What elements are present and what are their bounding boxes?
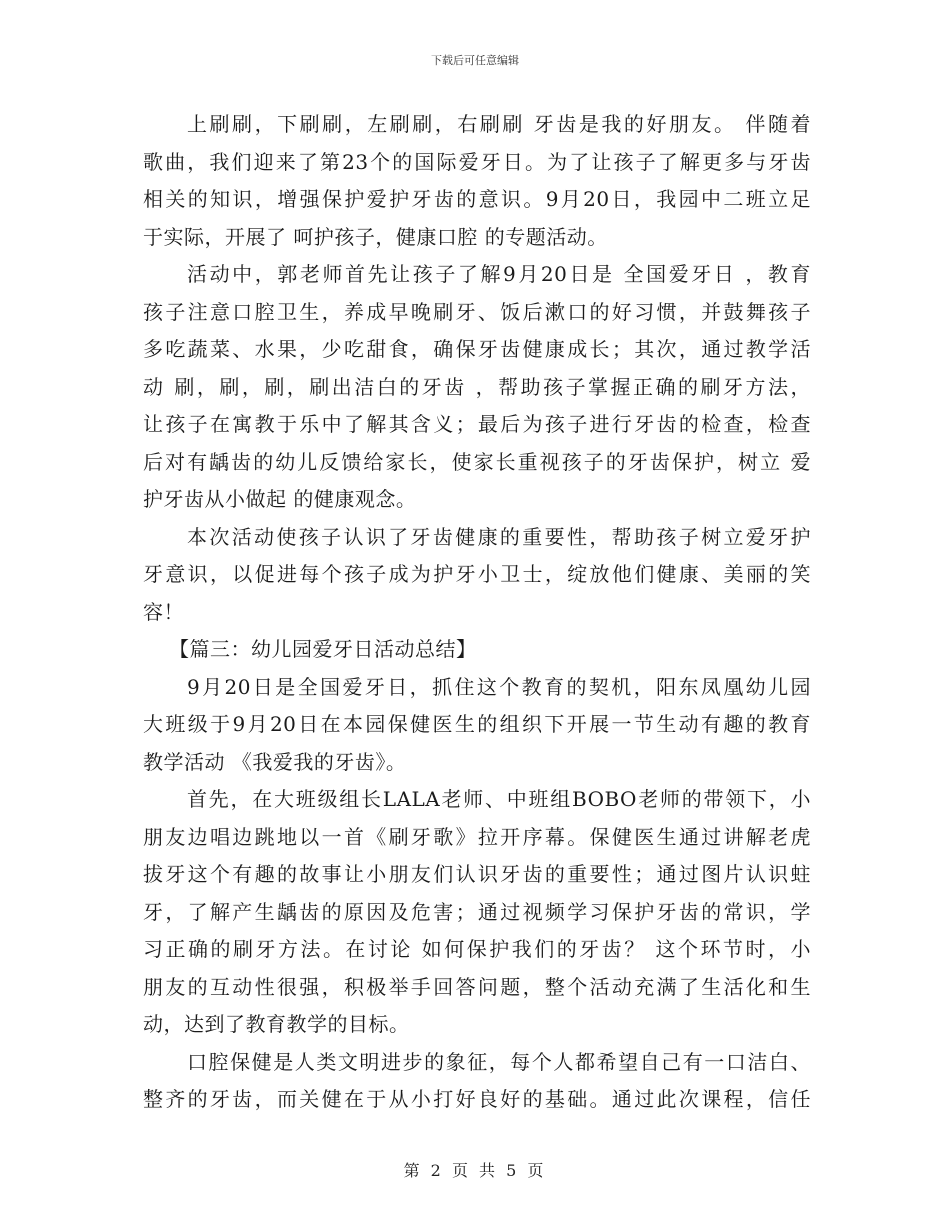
text-line: 动，达到了教育教学的目标。 xyxy=(143,1012,410,1036)
text-line: 本次活动使孩子认识了牙齿健康的重要性，帮助孩子树立爱牙护 xyxy=(187,524,811,549)
document-body xyxy=(143,106,811,1119)
text-line: 上刷刷，下刷刷，左刷刷，右刷刷 牙齿是我的好朋友。 伴随着 xyxy=(187,112,811,136)
text-line: 首先，在大班级组长LALA老师、中班组BOBO老师的带领下，小 xyxy=(187,787,811,811)
text-line: 教学活动 《我爱我的牙齿》。 xyxy=(143,749,407,774)
page-header: 下载后可任意编辑 xyxy=(431,54,519,67)
text-line: 朋友的互动性很强，积极举手回答问题，整个活动充满了生活化和生 xyxy=(143,974,811,999)
text-line: 护牙齿从小做起 的健康观念。 xyxy=(143,487,417,511)
text-line: 牙意识，以促进每个孩子成为护牙小卫士，绽放他们健康、美丽的笑 xyxy=(143,562,811,586)
text-line: 相关的知识，增强保护爱护牙齿的意识。9月20日，我园中二班立足 xyxy=(143,187,811,211)
text-line: 容！ xyxy=(143,599,184,624)
text-line: 后对有龋齿的幼儿反馈给家长，使家长重视孩子的牙齿保护，树立 爱 xyxy=(143,449,811,474)
text-line: 朋友边唱边跳地以一首《刷牙歌》拉开序幕。保健医生通过讲解老虎 xyxy=(143,824,811,849)
text-line: 于实际，开展了 呵护孩子，健康口腔 的专题活动。 xyxy=(143,224,608,249)
text-line: 歌曲，我们迎来了第23个的国际爱牙日。为了让孩子了解更多与牙齿 xyxy=(143,149,811,174)
section-heading: 【篇三：幼儿园爱牙日活动总结】 xyxy=(169,637,477,661)
text-line: 9月20日是全国爱牙日，抓住这个教育的契机，阳东凤凰幼儿园 xyxy=(187,674,811,699)
text-line: 拔牙这个有趣的故事让小朋友们认识牙齿的重要性；通过图片认识蛀 xyxy=(143,862,811,886)
text-line: 大班级于9月20日在本园保健医生的组织下开展一节生动有趣的教育 xyxy=(143,712,811,736)
text-line: 牙，了解产生龋齿的原因及危害；通过视频学习保护牙齿的常识，学 xyxy=(143,899,811,924)
text-line: 让孩子在寓教于乐中了解其含义；最后为孩子进行牙齿的检查，检查 xyxy=(143,412,811,436)
text-line: 多吃蔬菜、水果，少吃甜食，确保牙齿健康成长；其次，通过教学活 xyxy=(143,337,811,361)
text-line: 习正确的刷牙方法。在讨论 如何保护我们的牙齿？ 这个环节时，小 xyxy=(143,937,811,961)
text-line: 孩子注意口腔卫生，养成早晚刷牙、饭后漱口的好习惯，并鼓舞孩子 xyxy=(143,299,811,324)
text-line: 动 刷，刷，刷，刷出洁白的牙齿 ，帮助孩子掌握正确的刷牙方法， xyxy=(143,374,811,399)
text-line: 口腔保健是人类文明进步的象征，每个人都希望自己有一口洁白、 xyxy=(187,1049,811,1074)
page-number: 第 2 页 共 5 页 xyxy=(403,1161,547,1180)
text-line: 活动中，郭老师首先让孩子了解9月20日是 全国爱牙日 ，教育 xyxy=(187,262,811,286)
text-line: 整齐的牙齿，而关健在于从小打好良好的基础。通过此次课程，信任 xyxy=(143,1087,811,1111)
